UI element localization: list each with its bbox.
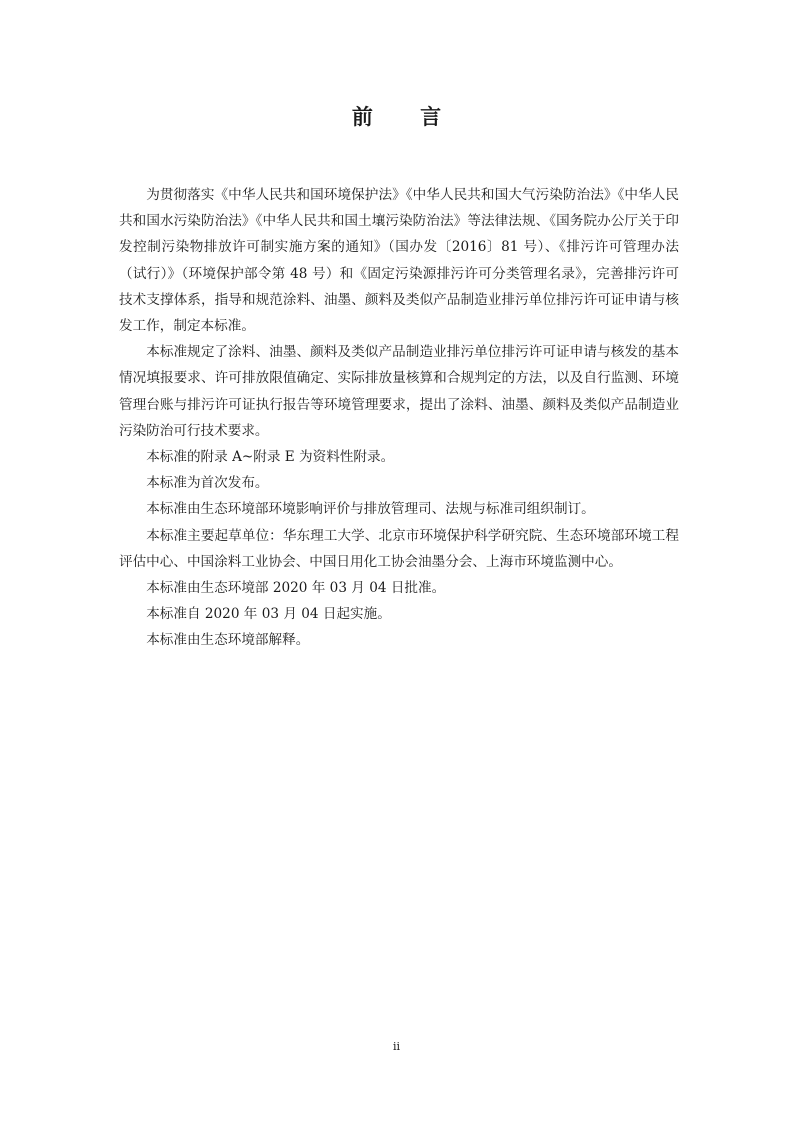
paragraph: 本标准自 2020 年 03 月 04 日起实施。 [146, 606, 391, 623]
paragraph: 本标准为首次发布。 [146, 475, 269, 492]
page-title: 前 言 [351, 104, 462, 129]
preface-body [119, 182, 679, 654]
paragraph: 本标准的附录 A~附录 E 为资料性附录。 [146, 449, 395, 466]
paragraph: 本标准由生态环境部环境影响评价与排放管理司、法规与标准司组织制订。 [146, 501, 595, 518]
paragraph: 为贯彻落实《中华人民共和国环境保护法》《中华人民共和国大气污染防治法》《中华人民共和国水污染防治法》《中华人民共和国土壤污染防治法》等法律法规、《国务院办公厅关于印发控制污染物排放许可制实施方案的通知》（国办发〔2016〕81 号）、《排污许可管理办法（试行）》（环境保护部令第 48 号）和《固定污染源排污许可分类管理名录》，完善排污许可技术支撑体系，指导和规范涂料、油墨、颜料及类似产品制造业排污单位排污许可证申请与核发工作，制定本标准。 [119, 187, 679, 335]
paragraph: 本标准由生态环境部解释。 [146, 632, 310, 649]
paragraph: 本标准主要起草单位：华东理工大学、北京市环境保护科学研究院、生态环境部环境工程评估中心、中国涂料工业协会、中国日用化工协会油墨分会、上海市环境监测中心。 [119, 527, 679, 570]
paragraph: 本标准由生态环境部 2020 年 03 月 04 日批准。 [146, 580, 446, 597]
paragraph: 本标准规定了涂料、油墨、颜料及类似产品制造业排污单位排污许可证申请与核发的基本情况填报要求、许可排放限值确定、实际排放量核算和合规判定的方法，以及自行监测、环境管理台账与排污许可证执行报告等环境管理要求，提出了涂料、油墨、颜料及类似产品制造业污染防治可行技术要求。 [119, 344, 679, 439]
page-number: ii [392, 1040, 401, 1053]
